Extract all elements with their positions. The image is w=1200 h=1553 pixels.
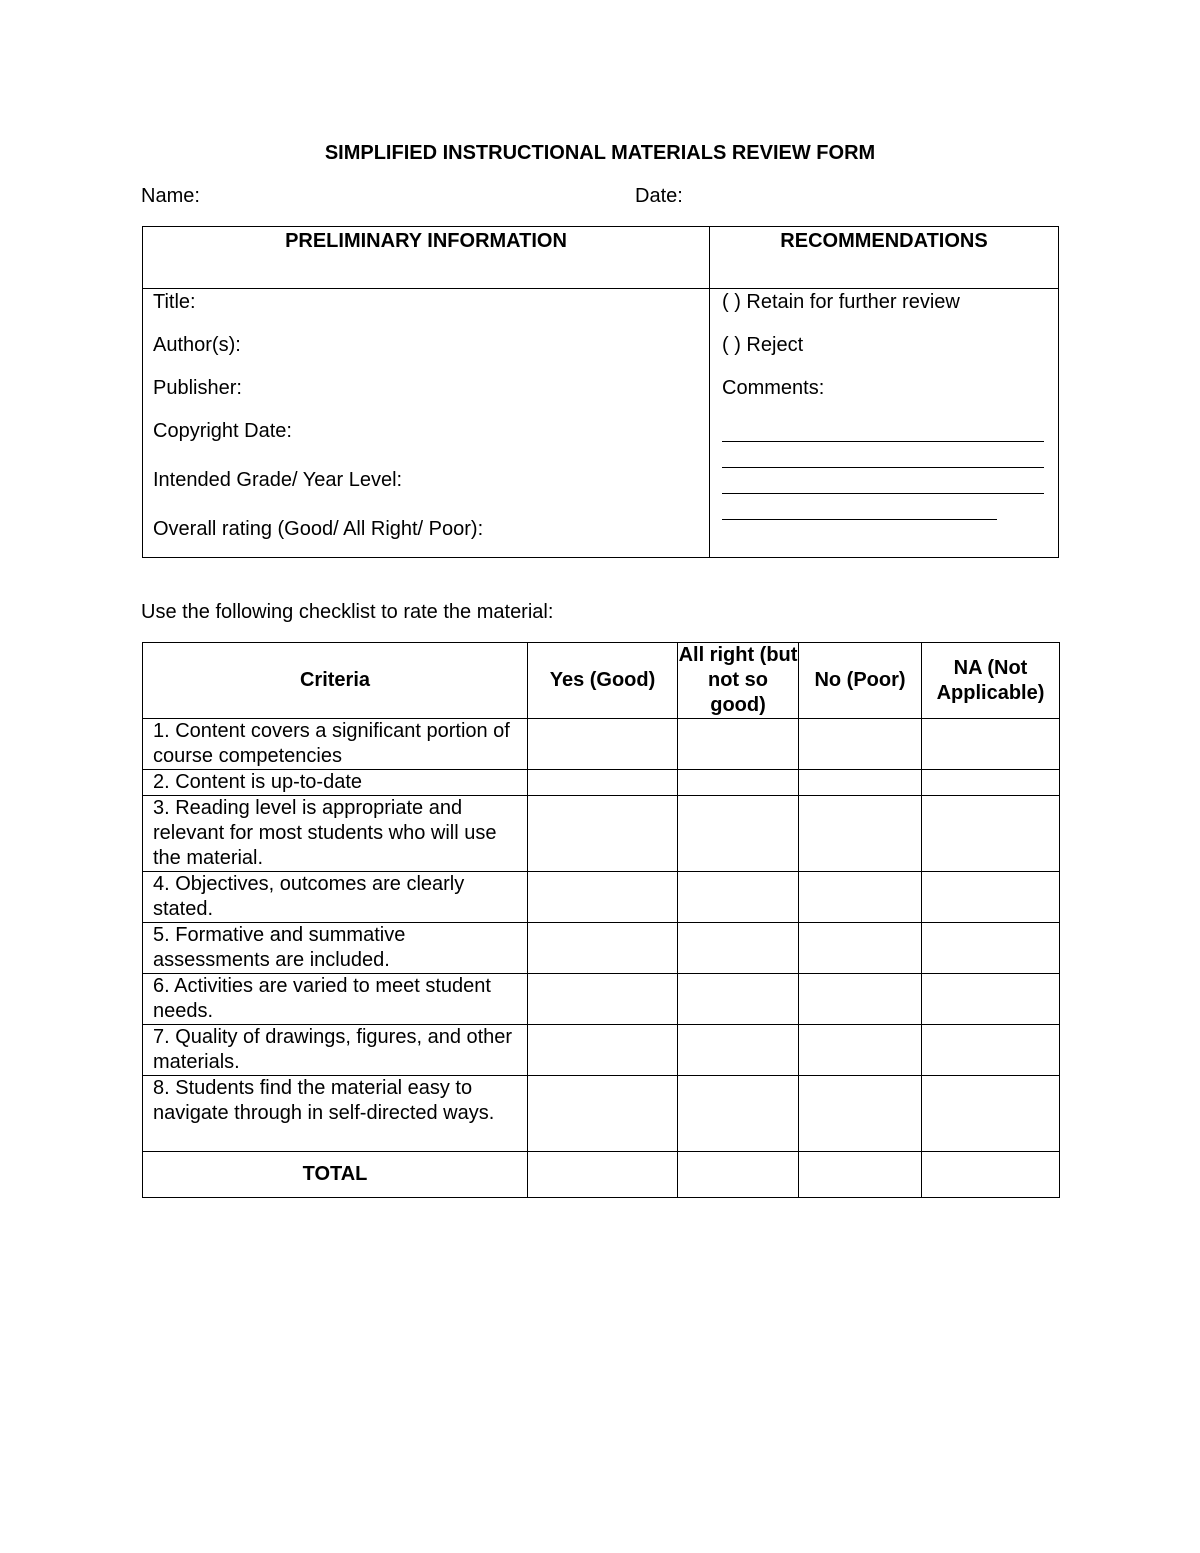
rating-cell-no[interactable] xyxy=(799,923,922,974)
date-label: Date: xyxy=(635,185,683,207)
col-no-poor: No (Poor) xyxy=(799,643,922,719)
table-row xyxy=(143,1025,1060,1076)
rating-cell-na[interactable] xyxy=(922,796,1060,872)
comment-line[interactable] xyxy=(722,493,1044,494)
checklist-header-row xyxy=(143,643,1060,719)
criterion-cell: 1. Content covers a significant portion of course competencies xyxy=(143,719,528,770)
total-cell-yes[interactable] xyxy=(528,1152,678,1198)
rating-cell-na[interactable] xyxy=(922,719,1060,770)
rating-cell-na[interactable] xyxy=(922,974,1060,1025)
rating-cell-no[interactable] xyxy=(799,1025,922,1076)
col-all-right: All right (but not so good) xyxy=(678,643,799,719)
preliminary-fields-cell xyxy=(143,289,710,558)
option-retain[interactable]: ( ) Retain for further review xyxy=(722,291,960,313)
rating-cell-no[interactable] xyxy=(799,796,922,872)
table-row xyxy=(143,770,1060,796)
rating-cell-all-right[interactable] xyxy=(678,974,799,1025)
criterion-cell: 7. Quality of drawings, figures, and other materials. xyxy=(143,1025,528,1076)
rating-cell-no[interactable] xyxy=(799,770,922,796)
field-copyright-date: Copyright Date: xyxy=(153,420,292,442)
rating-cell-yes[interactable] xyxy=(528,1076,678,1152)
checklist-instruction: Use the following checklist to rate the material: xyxy=(141,601,554,623)
preliminary-table xyxy=(142,226,1059,558)
col-yes-good: Yes (Good) xyxy=(528,643,678,719)
table-row xyxy=(143,719,1060,770)
rating-cell-all-right[interactable] xyxy=(678,1076,799,1152)
rating-cell-no[interactable] xyxy=(799,974,922,1025)
rating-cell-yes[interactable] xyxy=(528,796,678,872)
table-row xyxy=(143,923,1060,974)
rating-cell-yes[interactable] xyxy=(528,923,678,974)
total-cell-no[interactable] xyxy=(799,1152,922,1198)
table-row xyxy=(143,974,1060,1025)
comment-line[interactable] xyxy=(722,519,997,520)
comment-line[interactable] xyxy=(722,441,1044,442)
field-overall-rating: Overall rating (Good/ All Right/ Poor): xyxy=(153,518,484,540)
recommendations-cell xyxy=(710,289,1059,558)
field-publisher: Publisher: xyxy=(153,377,242,399)
table-row xyxy=(143,872,1060,923)
form-title: SIMPLIFIED INSTRUCTIONAL MATERIALS REVIEW FORM xyxy=(324,142,876,164)
criterion-cell: 5. Formative and summative assessments are included. xyxy=(143,923,528,974)
criterion-cell: 4. Objectives, outcomes are clearly stated. xyxy=(143,872,528,923)
rating-cell-all-right[interactable] xyxy=(678,1025,799,1076)
option-reject[interactable]: ( ) Reject xyxy=(722,334,804,356)
rating-cell-yes[interactable] xyxy=(528,974,678,1025)
col-not-applicable: NA (Not Applicable) xyxy=(922,643,1060,719)
preliminary-header: PRELIMINARY INFORMATION xyxy=(143,227,710,289)
rating-cell-all-right[interactable] xyxy=(678,796,799,872)
field-authors: Author(s): xyxy=(153,334,241,356)
col-criteria: Criteria xyxy=(143,643,528,719)
criterion-cell: 8. Students find the material easy to navigate through in self-directed ways. xyxy=(143,1076,528,1152)
criterion-cell: 6. Activities are varied to meet student needs. xyxy=(143,974,528,1025)
table-row xyxy=(143,1076,1060,1152)
rating-cell-yes[interactable] xyxy=(528,719,678,770)
rating-cell-no[interactable] xyxy=(799,1076,922,1152)
rating-cell-all-right[interactable] xyxy=(678,872,799,923)
table-row xyxy=(143,796,1060,872)
rating-cell-yes[interactable] xyxy=(528,770,678,796)
rating-cell-na[interactable] xyxy=(922,872,1060,923)
rating-cell-na[interactable] xyxy=(922,770,1060,796)
total-cell-na[interactable] xyxy=(922,1152,1060,1198)
comments-label: Comments: xyxy=(722,377,825,399)
rating-cell-yes[interactable] xyxy=(528,1025,678,1076)
total-cell-all-right[interactable] xyxy=(678,1152,799,1198)
rating-cell-no[interactable] xyxy=(799,719,922,770)
total-label: TOTAL xyxy=(143,1152,528,1198)
criterion-cell: 3. Reading level is appropriate and relevant for most students who will use the material. xyxy=(143,796,528,872)
rating-cell-na[interactable] xyxy=(922,1076,1060,1152)
field-title: Title: xyxy=(153,291,196,313)
recommendations-header: RECOMMENDATIONS xyxy=(710,227,1059,289)
rating-cell-na[interactable] xyxy=(922,923,1060,974)
total-row xyxy=(143,1152,1060,1198)
checklist-table xyxy=(142,642,1060,1198)
criterion-cell: 2. Content is up-to-date xyxy=(143,770,528,796)
comment-line[interactable] xyxy=(722,467,1044,468)
rating-cell-all-right[interactable] xyxy=(678,923,799,974)
field-grade-level: Intended Grade/ Year Level: xyxy=(153,469,403,491)
rating-cell-all-right[interactable] xyxy=(678,719,799,770)
rating-cell-yes[interactable] xyxy=(528,872,678,923)
name-label: Name: xyxy=(141,185,200,207)
rating-cell-na[interactable] xyxy=(922,1025,1060,1076)
rating-cell-no[interactable] xyxy=(799,872,922,923)
rating-cell-all-right[interactable] xyxy=(678,770,799,796)
